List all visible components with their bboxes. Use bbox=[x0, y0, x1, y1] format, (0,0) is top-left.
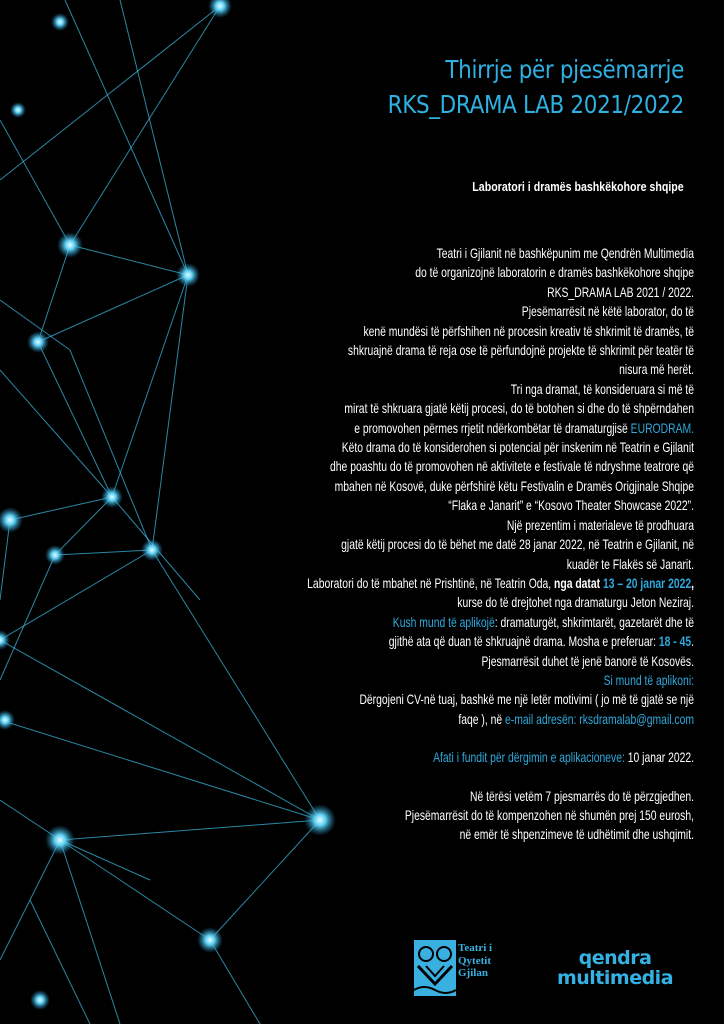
deadline-line bbox=[191, 748, 694, 767]
how-to-apply-label: Si mund të aplikoni: bbox=[603, 671, 694, 688]
email-address-link[interactable]: e-mail adresën: rksdramalab@gmail.com bbox=[504, 710, 694, 727]
body-line: Pjesmarrësit duhet të jenë banorë të Kosovës. bbox=[481, 652, 694, 669]
body-line: Teatri i Gjilanit në bashkëpunim me Qendrën Multimedia bbox=[436, 245, 694, 261]
body-line: kurse do të drejtohet nga dramaturgu Jeton Neziraj. bbox=[457, 594, 694, 611]
body-line: kenë mundësi të përfshihen në procesin kreativ të shkrimit të dramës, të bbox=[363, 322, 694, 339]
body-line bbox=[191, 574, 694, 593]
body-line: Një prezentim i materialeve të prodhuara bbox=[506, 516, 694, 533]
theatre-masks-icon bbox=[414, 940, 456, 996]
teatri-logo-line-3: Gjilan bbox=[458, 967, 488, 979]
body-text-span: : dramaturgët, shkrimtarët, gazetarët dhe të bbox=[494, 613, 694, 630]
teatri-logo-line-1: Teatri i bbox=[458, 942, 493, 954]
eurodram-highlight: EURODRAM. bbox=[630, 419, 694, 436]
qendra-logo-line-2: multimedia bbox=[556, 967, 674, 989]
body-text-span: gjithë ata që duan të shkruajnë drama. Mosha e preferuar: bbox=[388, 633, 659, 650]
body-line bbox=[191, 419, 694, 438]
body-line: do të organizojnë laboratorin e dramës bashkëkohore shqipe bbox=[415, 264, 694, 281]
body-line bbox=[191, 710, 694, 729]
deadline-label: Afati i fundit për dërgimin e aplikacioneve: bbox=[433, 749, 625, 766]
body-line: Pjesëmarrësit do të kompenzohen në shumën prej 150 eurosh, bbox=[404, 806, 694, 823]
body-line bbox=[191, 613, 694, 632]
dates-highlight: 13 – 20 janar 2022 bbox=[602, 574, 692, 591]
qendra-multimedia-logo bbox=[540, 948, 690, 988]
body-line: Këto drama do të konsiderohen si potencial për inskenim në Teatrin e Gjilanit bbox=[341, 439, 694, 456]
deadline-date: 10 janar 2022. bbox=[624, 749, 694, 766]
body-text-span: faqe ), në bbox=[458, 710, 505, 727]
qendra-logo-line-1: qendra bbox=[578, 947, 652, 969]
body-text-span: e promovohen përmes rrjetit ndërkombëtar të dramaturgjisë bbox=[354, 419, 631, 436]
body-line: shkruajnë drama të reja ose të përfundojnë projekte të shkrimit për teatër të bbox=[347, 342, 694, 359]
body-line: nisura më herët. bbox=[619, 361, 694, 378]
body-line: “Flaka e Janarit” e “Kosovo Theater Showcase 2022”. bbox=[448, 497, 694, 514]
body-line: në emër të shpenzimeve të udhëtimit dhe ushqimit. bbox=[459, 826, 694, 843]
who-can-apply-label: Kush mund të aplikojë bbox=[392, 613, 495, 630]
teatri-logo-line-2: Qytetit bbox=[458, 954, 491, 967]
body-line: Tri nga dramat, të konsideruara si më të bbox=[510, 380, 694, 397]
dates-label: nga datat bbox=[554, 574, 603, 591]
body-line: gjatë këtij procesi do të bëhet me datë 28 janar 2022, në Teatrin e Gjilanit, në bbox=[341, 536, 694, 553]
body-line: mirat të shkruara gjatë këtij procesi, do të botohen si dhe do të shpërndahen bbox=[344, 400, 694, 417]
body-line: RKS_DRAMA LAB 2021 / 2022. bbox=[547, 283, 694, 300]
body-line bbox=[191, 632, 694, 651]
body-line: Pjesëmarrësit në këtë laborator, do të bbox=[521, 303, 694, 320]
body-text-span: Laboratori do të mbahet në Prishtinë, në Teatrin Oda, bbox=[307, 574, 555, 591]
body-line: dhe poashtu do të promovohen në aktivitete e festivale të ndryshme teatrore që bbox=[330, 458, 694, 475]
body-text-span: . bbox=[691, 633, 694, 650]
title-line-1: Thirrje për pjesëmarrje bbox=[445, 55, 684, 84]
age-range-highlight: 18 - 45 bbox=[658, 633, 692, 650]
subtitle: Laboratori i dramës bashkëkohore shqipe bbox=[472, 180, 684, 194]
body-line: mbahen në Kosovë, duke përfshirë këtu Festivalin e Dramës Origjinale Shqipe bbox=[334, 477, 694, 494]
body-line: Dërgojeni CV-në tuaj, bashkë me një letër motivimi ( jo më të gjatë se një bbox=[359, 691, 694, 708]
body-text bbox=[191, 244, 694, 845]
body-text-span: , bbox=[691, 574, 694, 591]
body-line: Në tërësi vetëm 7 pjesmarrës do të përzgjedhen. bbox=[469, 787, 694, 804]
title-line-2: RKS_DRAMA LAB 2021/2022 bbox=[387, 90, 684, 119]
body-line: kuadër te Flakës së Janarit. bbox=[566, 555, 694, 572]
poster-title bbox=[202, 52, 684, 122]
teatri-gjilan-logo bbox=[414, 940, 524, 1000]
